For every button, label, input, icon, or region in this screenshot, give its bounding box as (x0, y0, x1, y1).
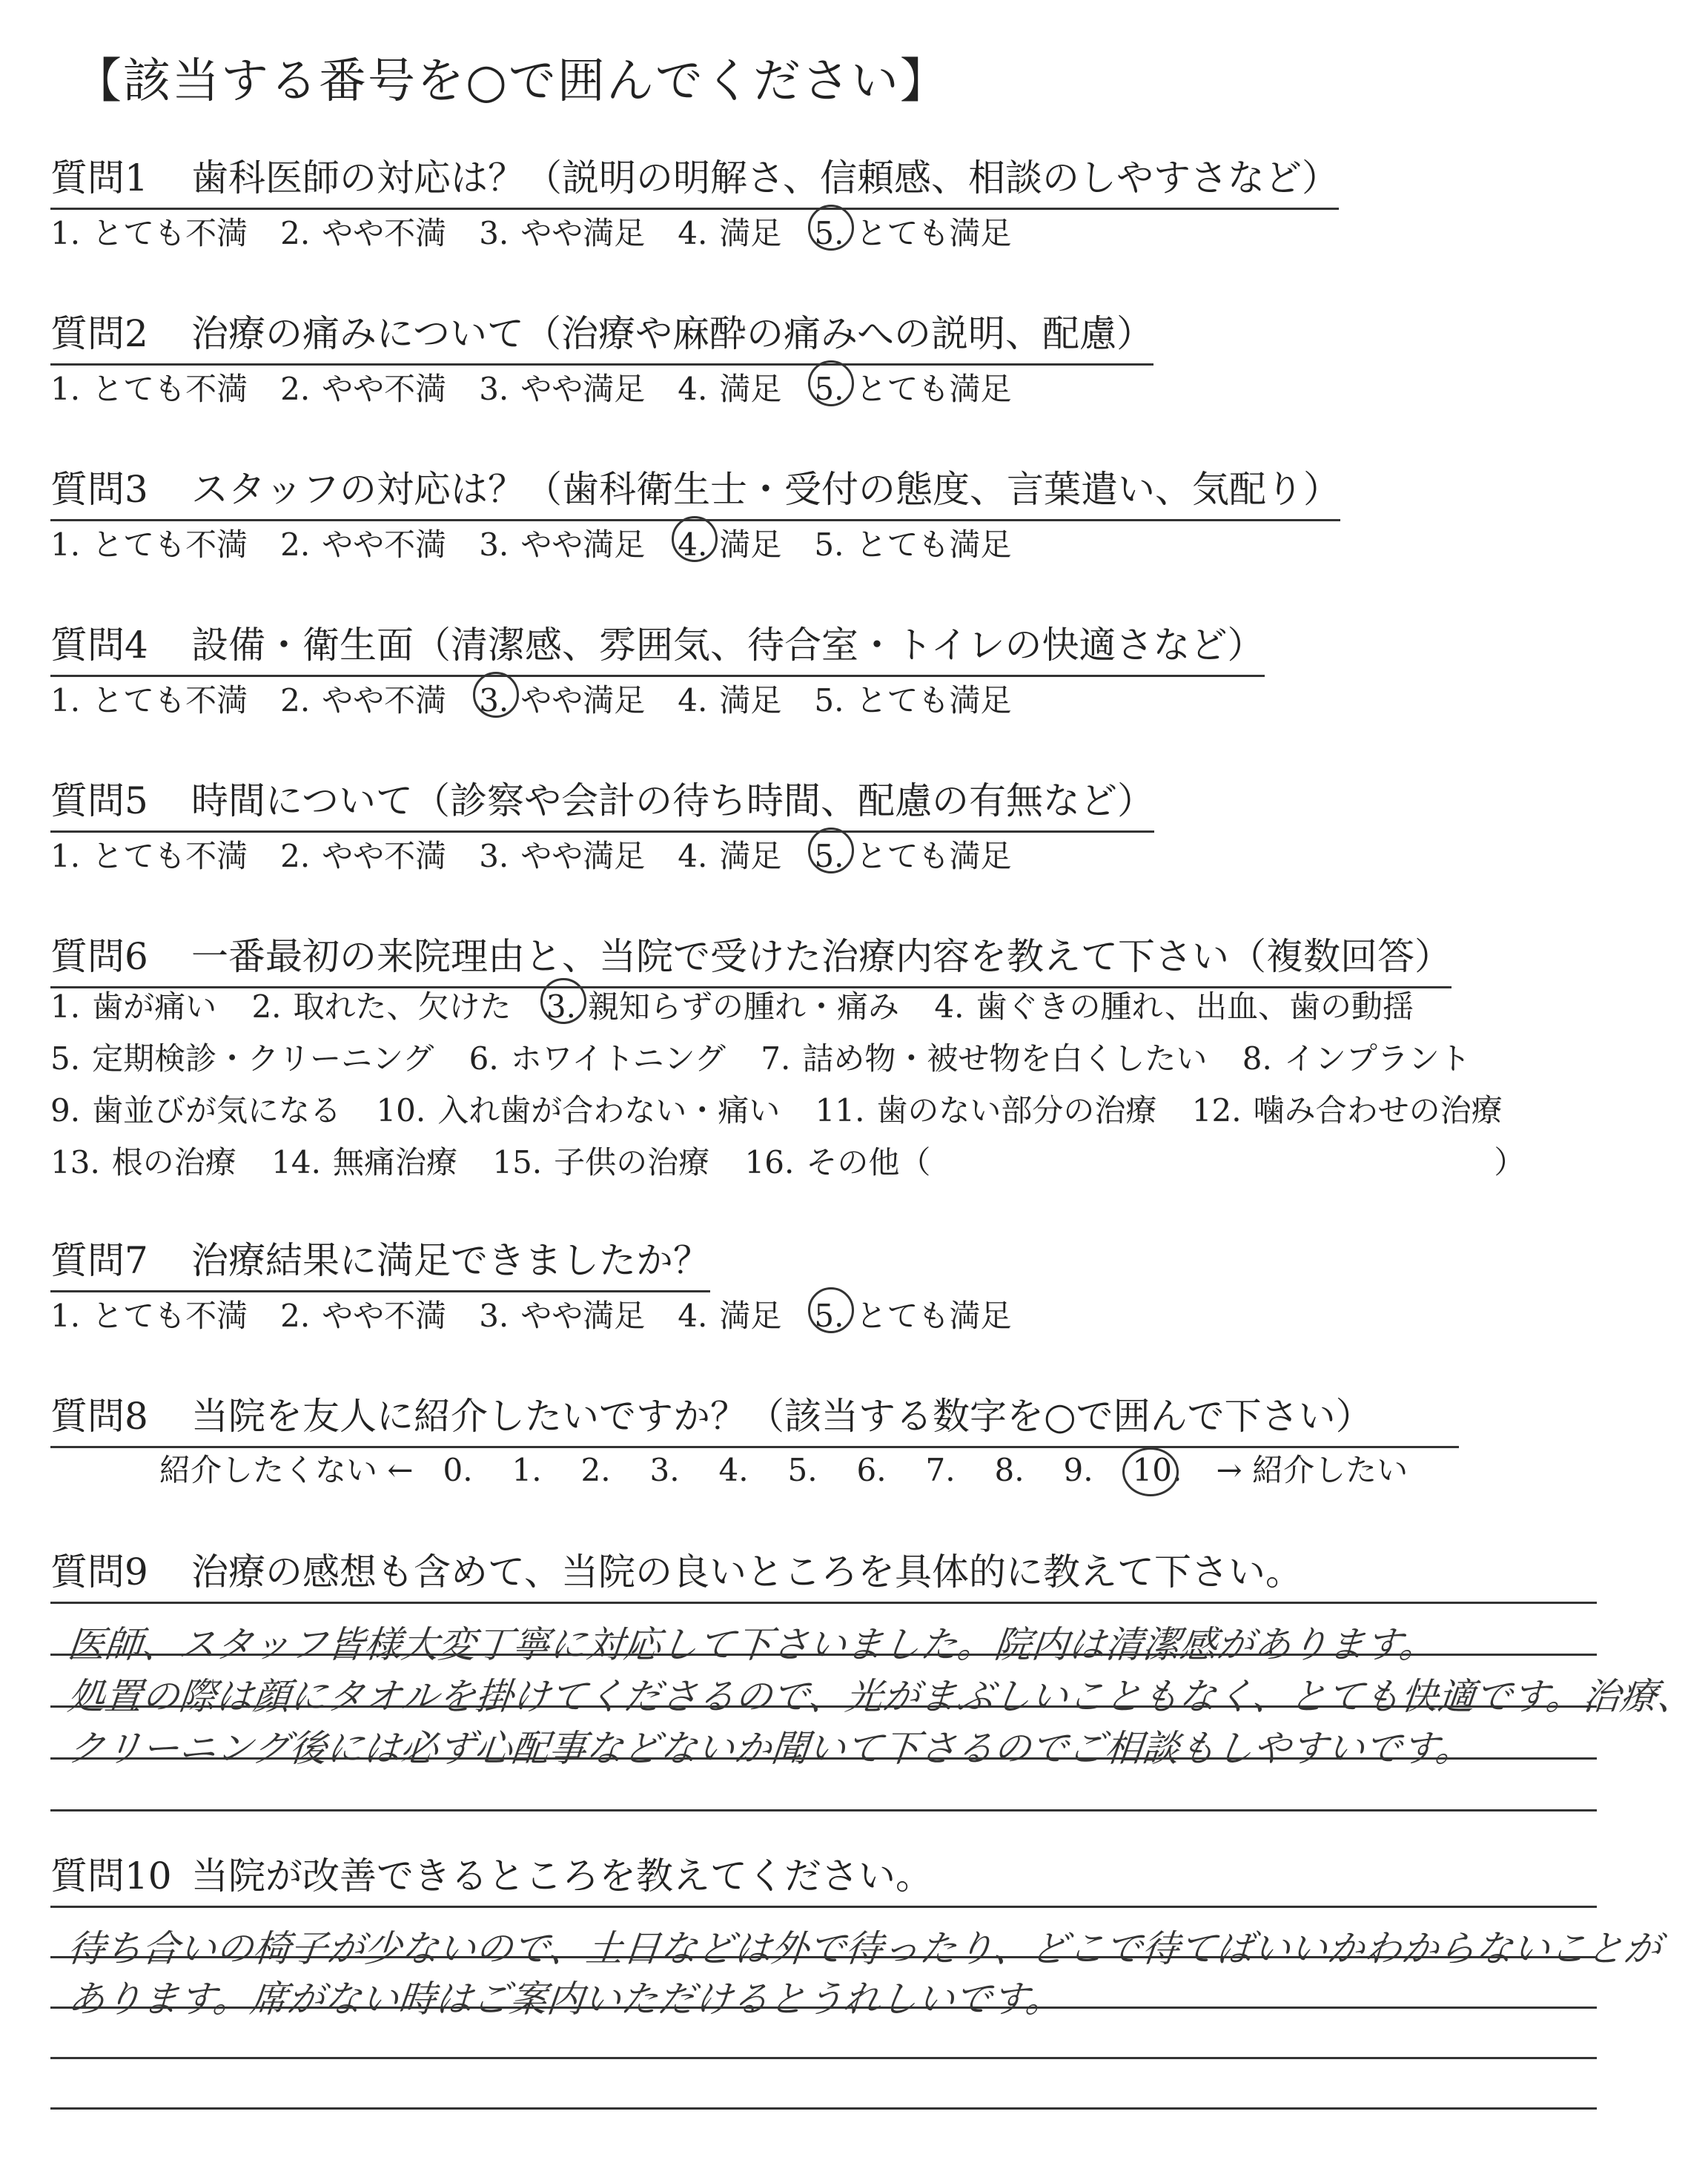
question-1-text: 歯科医師の対応は？（説明の明解さ、信頼感、相談のしやすさなど） (191, 156, 1339, 199)
q6-option-6[interactable]: 6. ホワイトニング (469, 1040, 726, 1077)
q5-option-3[interactable]: 3. やや満足 (479, 838, 646, 874)
question-6-row-2 (50, 1034, 1496, 1079)
q1-option-2[interactable]: 2. やや不満 (280, 215, 447, 251)
question-7-text: 治療結果に満足できましたか？ (191, 1239, 710, 1282)
question-2-text: 治療の痛みについて（治療や麻酔の痛みへの説明、配慮） (191, 312, 1153, 355)
q2-option-2[interactable]: 2. やや不満 (280, 371, 447, 407)
q2-option-1[interactable]: 1. とても不満 (50, 371, 248, 407)
q4-option-3[interactable]: 3. やや満足 (479, 682, 646, 719)
question-8-number: 質問8 (50, 1395, 148, 1438)
q7-option-5[interactable]: 5. とても満足 (814, 1298, 1012, 1334)
question-9-answer-line-1[interactable]: 医師、スタッフ皆様大変丁寧に対応して下さいました。院内は清潔感があります。 (65, 1623, 1439, 1666)
q7-option-4[interactable]: 4. 満足 (678, 1298, 782, 1334)
question-7-heading (50, 1231, 710, 1292)
page-title: 【該当する番号を○で囲んでください】 (74, 54, 949, 109)
q5-option-5[interactable]: 5. とても満足 (814, 838, 1012, 874)
question-1-heading (50, 148, 1339, 210)
q3-option-4[interactable]: 4. 満足 (678, 526, 782, 563)
question-4-options (50, 676, 1044, 721)
question-7-options (50, 1292, 1044, 1336)
q5-option-4[interactable]: 4. 満足 (678, 838, 782, 874)
q1-option-3[interactable]: 3. やや満足 (479, 215, 646, 251)
q1-option-1[interactable]: 1. とても不満 (50, 215, 248, 251)
q6-option-12[interactable]: 12. 噛み合わせの治療 (1191, 1092, 1503, 1129)
scale-value-0[interactable]: 0. (443, 1452, 473, 1488)
question-6-row-3 (50, 1086, 1528, 1131)
question-9-heading (50, 1542, 1302, 1602)
question-3-heading (50, 460, 1340, 521)
q2-option-4[interactable]: 4. 満足 (678, 371, 782, 407)
scale-left-label: 紹介したくない ← (159, 1452, 414, 1488)
q6-option-4[interactable]: 4. 歯ぐきの腫れ、出血、歯の動揺 (934, 988, 1414, 1025)
q6-option-3[interactable]: 3. 親知らずの腫れ・痛み (546, 988, 899, 1025)
scale-value-1[interactable]: 1. (512, 1452, 542, 1488)
question-1-options (50, 209, 1044, 254)
q3-option-5[interactable]: 5. とても満足 (814, 526, 1012, 563)
question-10-heading (50, 1846, 933, 1906)
q6-other-close-paren: ） (1494, 1144, 1526, 1180)
question-6-number: 質問6 (50, 935, 148, 978)
q4-option-4[interactable]: 4. 満足 (678, 682, 782, 719)
q6-option-16[interactable]: 16. その他（ ） (744, 1144, 1526, 1180)
question-6-row-1 (50, 982, 1439, 1027)
question-6-text: 一番最初の来院理由と、当院で受けた治療内容を教えて下さい（複数回答） (191, 935, 1452, 978)
q1-option-5[interactable]: 5. とても満足 (814, 215, 1012, 251)
question-10-text: 当院が改善できるところを教えてください。 (191, 1855, 933, 1898)
scale-value-6[interactable]: 6. (856, 1452, 887, 1488)
scale-value-5[interactable]: 5. (787, 1452, 818, 1488)
q6-option-5[interactable]: 5. 定期検診・クリーニング (50, 1040, 434, 1077)
question-9-number: 質問9 (50, 1550, 148, 1593)
q6-option-9[interactable]: 9. 歯並びが気になる (50, 1092, 342, 1129)
scale-value-7[interactable]: 7. (925, 1452, 956, 1488)
q6-other-open-paren: （ (899, 1144, 931, 1180)
question-4-text: 設備・衛生面（清潔感、雰囲気、待合室・トイレの快適さなど） (191, 624, 1265, 667)
q2-option-3[interactable]: 3. やや満足 (479, 371, 646, 407)
question-8-text: 当院を友人に紹介したいですか？（該当する数字を○で囲んで下さい） (191, 1395, 1373, 1438)
scale-value-2[interactable]: 2. (580, 1452, 611, 1488)
scale-value-8[interactable]: 8. (994, 1452, 1025, 1488)
scale-value-10[interactable]: 10. (1133, 1452, 1202, 1488)
question-1-number: 質問1 (50, 156, 148, 199)
q4-option-1[interactable]: 1. とても不満 (50, 682, 248, 719)
question-5-text: 時間について（診察や会計の待ち時間、配慮の有無など） (191, 779, 1154, 822)
q6-option-11[interactable]: 11. 歯のない部分の治療 (815, 1092, 1157, 1129)
question-3-text: スタッフの対応は？（歯科衛生士・受付の態度、言葉遣い、気配り） (191, 468, 1340, 511)
question-6-heading (50, 927, 1452, 988)
question-7-number: 質問7 (50, 1239, 148, 1282)
question-9-answer-line-2[interactable]: 処置の際は顔にタオルを掛けてくださるので、光がまぶしいこともなく、とても快適です。治療、 (65, 1675, 1697, 1718)
q4-option-2[interactable]: 2. やや不満 (280, 682, 447, 719)
scale-value-3[interactable]: 3. (649, 1452, 680, 1488)
q2-option-5[interactable]: 5. とても満足 (814, 371, 1012, 407)
q1-option-4[interactable]: 4. 満足 (678, 215, 782, 251)
q6-option-13[interactable]: 13. 根の治療 (50, 1144, 236, 1180)
q6-option-7[interactable]: 7. 詰め物・被せ物を白くしたい (761, 1040, 1208, 1077)
q6-option-2[interactable]: 2. 取れた、欠けた (251, 988, 512, 1025)
q7-option-2[interactable]: 2. やや不満 (280, 1298, 447, 1334)
question-5-heading (50, 771, 1154, 833)
q3-option-2[interactable]: 2. やや不満 (280, 526, 447, 563)
q7-option-3[interactable]: 3. やや満足 (479, 1298, 646, 1334)
q6-option-15[interactable]: 15. 子供の治療 (492, 1144, 710, 1180)
scale-value-9[interactable]: 9. (1063, 1452, 1093, 1488)
question-5-options (50, 832, 1044, 876)
q5-option-2[interactable]: 2. やや不満 (280, 838, 447, 874)
question-2-number: 質問2 (50, 312, 148, 355)
question-9-text: 治療の感想も含めて、当院の良いところを具体的に教えて下さい。 (191, 1550, 1302, 1593)
question-9-answer-line-3[interactable]: クリーニング後には必ず心配事などないか聞いて下さるのでご相談もしやすいです。 (65, 1727, 1475, 1770)
question-10-answer-line-2[interactable]: あります。席がない時はご案内いただけるとうれしいです。 (65, 1978, 1065, 2021)
q6-option-14[interactable]: 14. 無痛治療 (271, 1144, 457, 1180)
q5-option-1[interactable]: 1. とても不満 (50, 838, 248, 874)
q6-option-1[interactable]: 1. 歯が痛い (50, 988, 217, 1025)
question-3-options (50, 521, 1044, 565)
q7-option-1[interactable]: 1. とても不満 (50, 1298, 248, 1334)
question-2-options (50, 365, 1044, 409)
q6-option-10[interactable]: 10. 入れ歯が合わない・痛い (376, 1092, 781, 1129)
q4-option-5[interactable]: 5. とても満足 (814, 682, 1012, 719)
scale-value-4[interactable]: 4. (718, 1452, 749, 1488)
question-4-number: 質問4 (50, 624, 148, 667)
question-10-number: 質問10 (50, 1855, 172, 1898)
question-3-number: 質問3 (50, 468, 148, 511)
q3-option-3[interactable]: 3. やや満足 (479, 526, 646, 563)
question-2-heading (50, 304, 1153, 366)
question-6-row-4 (50, 1138, 1550, 1183)
q3-option-1[interactable]: 1. とても不満 (50, 526, 248, 563)
question-4-heading (50, 615, 1265, 677)
q6-option-8[interactable]: 8. インプラント (1242, 1040, 1471, 1077)
scale-right-label: → 紹介したい (1216, 1452, 1409, 1488)
question-8-scale (159, 1446, 1408, 1490)
question-8-heading (50, 1387, 1459, 1448)
question-10-answer-line-1[interactable]: 待ち合いの椅子が少ないので、土日などは外で待ったり、どこで待てばいいかわからないことが (65, 1927, 1664, 1970)
question-5-number: 質問5 (50, 779, 148, 822)
